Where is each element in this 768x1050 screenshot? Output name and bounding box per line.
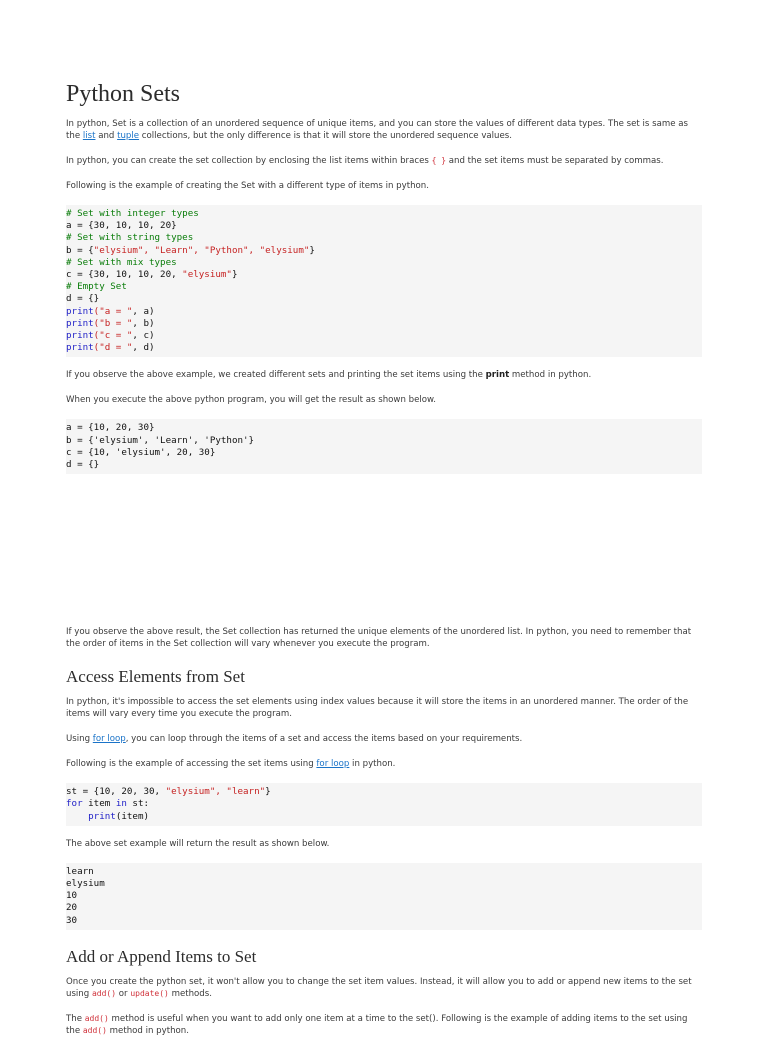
code-line: b = { (66, 244, 94, 256)
code-block-create-sets (66, 205, 702, 357)
code-line: , d) (132, 342, 155, 354)
code-line: } (309, 244, 315, 256)
code-line: , a) (132, 305, 155, 317)
access-text: in python. (349, 759, 396, 770)
inline-code: add() (84, 1013, 109, 1023)
section-heading-add: Add or Append Items to Set (66, 946, 257, 966)
output-line: learn (66, 865, 94, 877)
output-block-2 (66, 863, 702, 930)
add-paragraph-1 (66, 976, 702, 1000)
article (66, 80, 702, 1050)
add-paragraph-2 (66, 1013, 702, 1037)
code-line: item (82, 798, 116, 810)
code-string: "elysium", "learn" (165, 786, 266, 798)
output-line: b = {'elysium', 'Learn', 'Python'} (66, 434, 255, 446)
explain-paragraph-1 (66, 369, 702, 381)
code-string: ("d = " (93, 342, 133, 354)
list-link[interactable]: list (82, 131, 96, 141)
intro-text: In python, you can create the set collection by enclosing the list items within braces (66, 156, 432, 166)
access-paragraph-3 (66, 758, 702, 770)
output-block-1 (66, 419, 702, 474)
inline-code: add() (82, 1025, 107, 1035)
code-keyword: print (66, 342, 94, 354)
code-keyword: in (115, 798, 127, 810)
code-keyword: print (66, 305, 94, 317)
intro-text: and (95, 131, 118, 141)
code-line: st = {10, 20, 30, (66, 786, 166, 798)
explain-paragraph-2: When you execute the above python program, you will get the result as shown below. (66, 395, 436, 406)
add-text: or (116, 988, 131, 999)
code-line: , b) (132, 317, 155, 329)
explain-text: If you observe the above example, we created different sets and printing the set items using the (66, 370, 486, 381)
code-comment: # Empty Set (66, 281, 127, 293)
access-paragraph-2 (66, 733, 702, 745)
access-text: Following is the example of accessing the set items using (66, 759, 317, 770)
intro-text: and the set items must be separated by commas. (446, 156, 664, 166)
output-line: elysium (66, 878, 105, 890)
for-loop-link[interactable]: for loop (316, 759, 350, 770)
blank-area (66, 486, 702, 626)
code-line: c = {30, 10, 10, 20, (66, 269, 183, 281)
bold-keyword: print (485, 370, 510, 381)
add-text: method in python. (106, 1025, 189, 1036)
code-keyword: print (66, 317, 94, 329)
code-string: ("a = " (93, 305, 133, 317)
inline-code: add() (91, 988, 117, 998)
for-loop-link[interactable]: for loop (92, 734, 126, 745)
intro-text: In python, Set is a collection of an unordered sequence of unique items, and you can store the values of different data types. The set is same as the (66, 119, 689, 141)
access-result-paragraph: The above set example will return the result as shown below. (66, 838, 330, 849)
access-paragraph-1: In python, it's impossible to access the set elements using index values because it will store the items in an unordered manner. The order of the items will vary every time you execute the program. (66, 697, 689, 720)
code-string: ("c = " (93, 330, 133, 342)
code-comment: # Set with mix types (66, 256, 177, 268)
output-line: 10 (66, 890, 78, 902)
code-line: d = {} (66, 293, 100, 305)
code-keyword: print (88, 810, 116, 822)
code-indent (66, 811, 88, 822)
code-line: (item) (115, 810, 150, 822)
page-title: Python Sets (66, 81, 181, 107)
inline-code: update() (130, 988, 169, 998)
output-line: 30 (66, 914, 78, 926)
code-line: st: (126, 798, 150, 810)
output-line: a = {10, 20, 30} (66, 422, 155, 434)
add-text: The (66, 1013, 85, 1024)
access-text: Using (66, 734, 93, 745)
add-text: methods. (168, 988, 212, 999)
output-line: d = {} (66, 459, 100, 471)
inline-code: { } (431, 156, 447, 165)
intro-paragraph-1 (66, 118, 702, 142)
code-line: a = {30, 10, 10, 20} (66, 220, 177, 232)
intro-paragraph-3: Following is the example of creating the Set with a different type of items in python. (66, 181, 429, 191)
code-keyword: print (66, 330, 94, 342)
access-text: , you can loop through the items of a set and access the items based on your requirements. (125, 734, 523, 745)
output-line: c = {10, 'elysium', 20, 30} (66, 446, 216, 458)
add-text: method is useful when you want to add only one item at a time to the set(). Following is the example of adding items to the set using the (66, 1013, 688, 1036)
code-string: "elysium", "Learn", "Python", "elysium" (93, 244, 310, 256)
intro-paragraph-2 (66, 155, 702, 167)
code-string: "elysium" (182, 269, 232, 281)
code-line: } (231, 269, 238, 281)
tuple-link[interactable]: tuple (117, 131, 140, 141)
code-string: ("b = " (93, 317, 133, 329)
code-keyword: for (66, 798, 83, 810)
code-comment: # Set with integer types (66, 208, 199, 219)
code-line: } (265, 786, 271, 798)
add-text: Once you create the python set, it won't allow you to change the set item values. Instead, it will allow you to add or append new items to the set using (66, 976, 692, 999)
output-line: 20 (66, 902, 78, 914)
code-line: , c) (132, 330, 155, 342)
code-block-access (66, 783, 702, 826)
result-paragraph: If you observe the above result, the Set collection has returned the unique elements of the unordered list. In python, you need to remember that the order of items in the Set collection will vary whenever you execute the program. (66, 627, 692, 650)
intro-text: collections, but the only difference is that it will store the unordered sequence values. (139, 131, 513, 141)
explain-text: method in python. (509, 370, 592, 381)
section-heading-access: Access Elements from Set (66, 667, 245, 687)
code-comment: # Set with string types (66, 232, 194, 244)
